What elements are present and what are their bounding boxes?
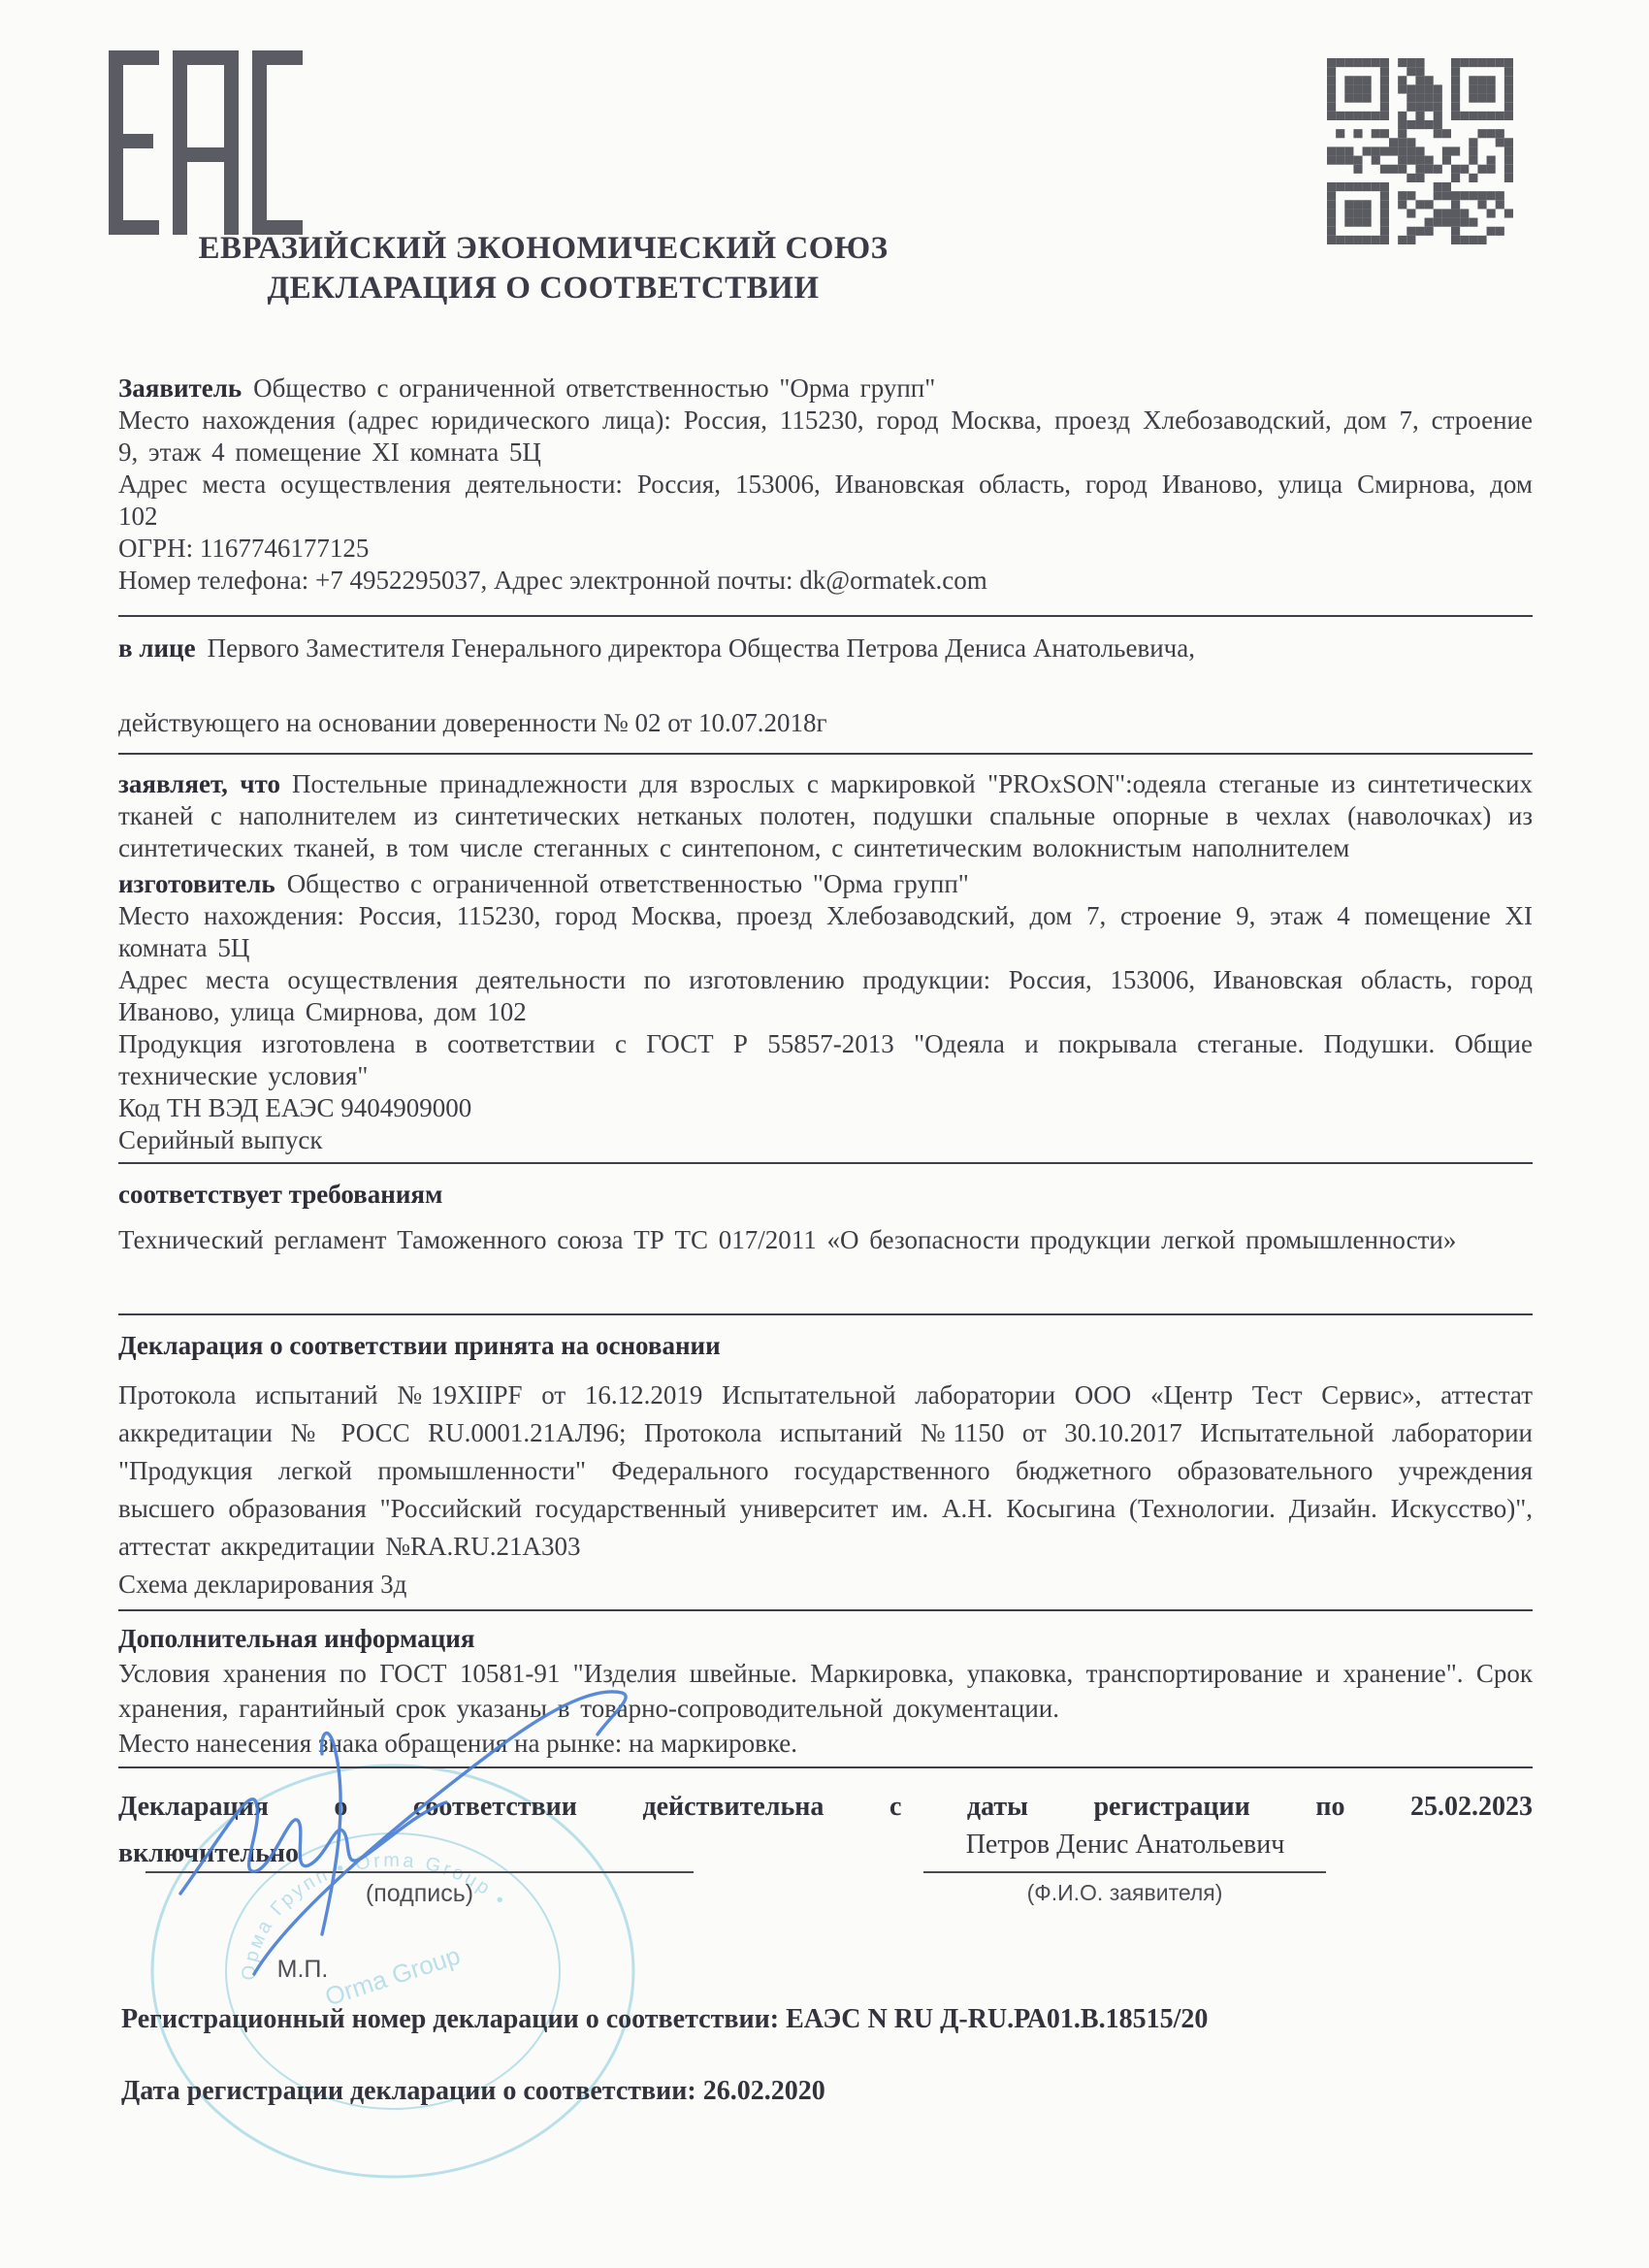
registration-date-line: [121, 2076, 825, 2107]
applicant-activity-address: Адрес места осуществления деятельности: Россия, 153006, Ивановская область, город Иваново, улица Смирнова, дом 102: [118, 470, 1533, 531]
registration-number-label: Регистрационный номер декларации о соответствии:: [121, 2004, 780, 2034]
representative-basis: действующего на основании доверенности № 02 от 10.07.2018г: [118, 708, 827, 737]
basis-protocols: Протокола испытаний №19XIIPF от 16.12.2019 Испытательной лаборатории ООО «Центр Тест Сервис», аттестат аккредитации № РОСС RU.0001.21АЛ96; Протокола испытаний №1150 от 30.10.2017 Испытательной лаборатории "Продукция легкой промышленности" Федерального государственного бюджетного образовательного учреждения высшего образования "Российский государственный университет им. А.Н. Косыгина (Технологии. Дизайн. Искусство)", аттестат аккредитации №RA.RU.21A303: [118, 1380, 1533, 1561]
applicant-ogrn: ОГРН: 1167746177125: [118, 534, 370, 563]
representative-label: в лице: [118, 633, 196, 663]
compliance-section: [118, 1170, 1533, 1308]
section-divider: [118, 1162, 1533, 1164]
marking-place: Место нанесения знака обращения на рынке: на маркировке.: [118, 1729, 798, 1758]
registration-number-line: [121, 2004, 1208, 2035]
declares-label: заявляет, что: [118, 769, 280, 798]
title-union: ЕВРАЗИЙСКИЙ ЭКОНОМИЧЕСКИЙ СОЮЗ: [198, 231, 889, 266]
representative-person: Первого Заместителя Генерального директора Общества Петрова Дениса Анатольевича,: [207, 633, 1195, 663]
document-title: [146, 229, 941, 308]
eac-logo: [109, 50, 303, 235]
basis-section: [118, 1321, 1533, 1604]
compliance-regulation: Технический регламент Таможенного союза ТР ТС 017/2011 «О безопасности продукции легкой промышленности»: [118, 1225, 1457, 1254]
product-tnved-code: Код ТН ВЭД ЕАЭС 9404909000: [118, 1093, 472, 1122]
product-description: Постельные принадлежности для взрослых с маркировкой "PROxSON":одеяла стеганые из синтетических тканей с наполнителем из синтетических нетканых полотен, подушки спальные опорные в чехлах (наволочках) из синтетических тканей, в том числе стеганных с синтепоном, с синтетическим волокнистым наполнителем: [118, 769, 1533, 862]
applicant-line: [118, 373, 1533, 405]
applicant-label: Заявитель: [118, 373, 242, 403]
compliance-heading: соответствует требованиям: [118, 1180, 443, 1209]
applicant-section: [118, 365, 1533, 609]
declarant-name: Петров Денис Анатольевич: [965, 1830, 1285, 1860]
section-divider: [118, 753, 1533, 755]
stamp-arc-text: Орма Групп • Orma Group •: [238, 1849, 512, 1982]
declaration-scheme: Схема декларирования 3д: [118, 1570, 407, 1599]
product-release-type: Серийный выпуск: [118, 1125, 323, 1154]
document-body: [118, 365, 1533, 1877]
product-gost: Продукция изготовлена в соответствии с ГОСТ Р 55857-2013 "Одеяла и покрывала стеганые. Подушки. Общие технические условия": [118, 1029, 1533, 1090]
validity-line-end: включительно: [118, 1838, 300, 1868]
qr-code-pattern: [1327, 58, 1513, 244]
applicant-name: Общество с ограниченной ответственностью "Орма групп": [253, 373, 936, 403]
title-declaration: ДЕКЛАРАЦИЯ О СООТВЕТСТВИИ: [267, 271, 820, 306]
product-declaration-line: [118, 768, 1533, 864]
applicant-legal-address: Место нахождения (адрес юридического лица): Россия, 115230, город Москва, проезд Хлебозаводский, дом 7, строение 9, этаж 4 помещение XI комната 5Ц: [118, 405, 1533, 467]
section-divider: [118, 1766, 1533, 1768]
manufacturer-address: Место нахождения: Россия, 115230, город Москва, проезд Хлебозаводский, дом 7, строение 9, этаж 4 помещение XI комната 5Ц: [118, 901, 1533, 962]
basis-heading: Декларация о соответствии принята на основании: [118, 1331, 721, 1360]
applicant-contacts: Номер телефона: +7 4952295037, Адрес электронной почты: dk@ormatek.com: [118, 566, 987, 595]
signature-caption: (подпись): [365, 1880, 474, 1907]
representative-line: [118, 632, 1533, 664]
manufacturer-activity-address: Адрес места осуществления деятельности по изготовлению продукции: Россия, 153006, Ивановская область, город Иваново, улица Смирнова, дом 102: [118, 965, 1533, 1026]
manufacturer-line: [118, 868, 1533, 900]
section-divider: [118, 1313, 1533, 1315]
manufacturer-name: Общество с ограниченной ответственностью "Орма групп": [286, 869, 969, 898]
additional-info-section: [118, 1617, 1533, 1761]
section-divider: [118, 1609, 1533, 1611]
registration-date-label: Дата регистрации декларации о соответствии:: [121, 2076, 696, 2106]
storage-conditions: Условия хранения по ГОСТ 10581-91 "Изделия швейные. Маркировка, упаковка, транспортирование и хранение". Срок хранения, гарантийный срок указаны в товарно-сопроводительной документации.: [118, 1659, 1533, 1723]
section-divider: [118, 615, 1533, 617]
registration-number-value: ЕАЭС N RU Д-RU.РА01.В.18515/20: [786, 2004, 1209, 2034]
eac-logo-glyphs: [109, 50, 303, 235]
manufacturer-label: изготовитель: [118, 869, 275, 898]
declarant-name-caption: (Ф.И.О. заявителя): [1026, 1880, 1223, 1905]
validity-line: Декларация о соответствии действительна с даты регистрации по 25.02.2023: [118, 1792, 1533, 1822]
stamp-center-text: Orma Group: [321, 1940, 465, 2012]
product-section: [118, 761, 1533, 1156]
additional-info-heading: Дополнительная информация: [118, 1624, 475, 1653]
qr-code: [1327, 58, 1513, 244]
stamp-place-caption: М.П.: [276, 1956, 329, 1983]
representative-section: [118, 623, 1533, 747]
registration-date-value: 26.02.2020: [702, 2076, 825, 2106]
validity-section: [118, 1774, 1533, 1877]
